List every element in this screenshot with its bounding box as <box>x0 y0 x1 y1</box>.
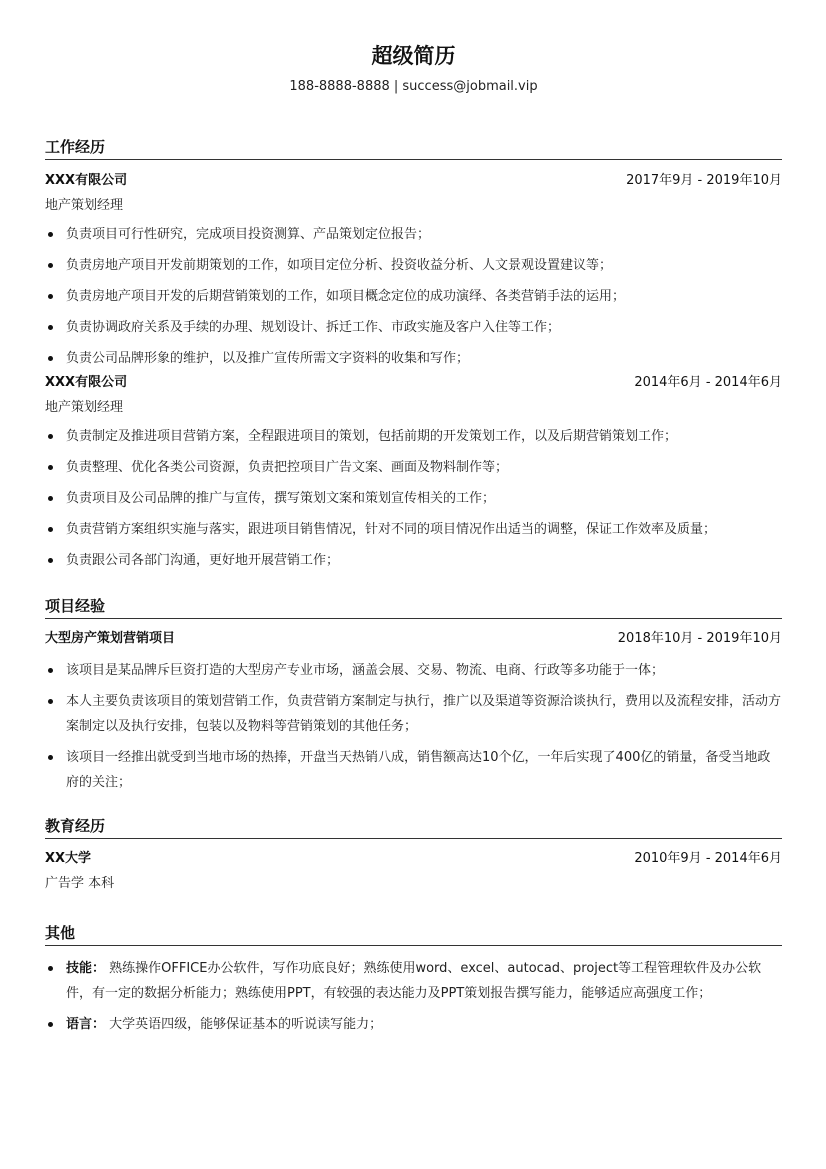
other-section <box>45 920 782 1037</box>
project-entry <box>45 628 782 795</box>
work-entry <box>45 372 782 573</box>
bullet-item: 负责制定及推进项目营销方案，全程跟进项目的策划，包括前期的开发策划工作，以及后期营销策划工作； <box>45 424 782 449</box>
bullet-item: 负责协调政府关系及手续的办理、规划设计、拆迁工作、市政实施及客户入住等工作； <box>45 315 782 340</box>
contact-line: 188-8888-8888 | success@jobmail.vip <box>289 79 538 94</box>
bullet-item: 该项目一经推出就受到当地市场的热捧，开盘当天热销八成，销售额高达10个亿，一年后实现了400亿的销量，备受当地政府的关注； <box>45 745 782 795</box>
bullet-item: 负责房地产项目开发的后期营销策划的工作，如项目概念定位的成功演绎、各类营销手法的运用； <box>45 284 782 309</box>
bullet-item: 负责公司品牌形象的维护，以及推广宣传所需文字资料的收集和写作； <box>45 346 782 371</box>
bullet-item: 负责整理、优化各类公司资源，负责把控项目广告文案、画面及物料制作等； <box>45 455 782 480</box>
work-date: 2014年6月 - 2014年6月 <box>634 375 782 390</box>
company-name: XXX有限公司 <box>45 375 128 390</box>
project-date: 2018年10月 - 2019年10月 <box>617 631 782 646</box>
education-entry-header <box>45 848 782 870</box>
work-entry-header <box>45 170 782 192</box>
work-entry <box>45 170 782 371</box>
school-name: XX大学 <box>45 851 92 866</box>
project-section <box>45 593 782 795</box>
other-section-title: 其他 <box>45 920 782 946</box>
work-section-title: 工作经历 <box>45 134 782 160</box>
bullet-item: 该项目是某品牌斥巨资打造的大型房产专业市场，涵盖会展、交易、物流、电商、行政等多功能于一体； <box>45 658 782 683</box>
company-name: XXX有限公司 <box>45 173 128 188</box>
language-item <box>45 1012 782 1037</box>
work-entry-header <box>45 372 782 394</box>
project-name: 大型房产策划营销项目 <box>45 631 176 646</box>
language-text: 大学英语四级，能够保证基本的听说读写能力； <box>109 1017 383 1032</box>
bullet-item: 本人主要负责该项目的策划营销工作，负责营销方案制定与执行，推广以及渠道等资源洽谈执行，费用以及流程安排，活动方案制定以及执行安排，包装以及物料等营销策划的其他任务； <box>45 689 782 739</box>
work-bullets <box>45 222 782 371</box>
job-role: 地产策划经理 <box>45 400 124 415</box>
bullet-item: 负责房地产项目开发前期策划的工作，如项目定位分析、投资收益分析、人文景观设置建议等； <box>45 253 782 278</box>
bullet-item: 负责跟公司各部门沟通，更好地开展营销工作； <box>45 548 782 573</box>
resume-page <box>45 0 782 1043</box>
project-entry-header <box>45 628 782 650</box>
bullet-item: 负责项目及公司品牌的推广与宣传，撰写策划文案和策划宣传相关的工作； <box>45 486 782 511</box>
project-bullets <box>45 658 782 795</box>
major-degree: 广告学 本科 <box>45 876 115 891</box>
bullet-item: 负责项目可行性研究，完成项目投资测算、产品策划定位报告； <box>45 222 782 247</box>
project-section-title: 项目经验 <box>45 593 782 619</box>
education-section <box>45 813 782 894</box>
other-bullets <box>45 956 782 1037</box>
work-section <box>45 134 782 573</box>
language-label: 语言： <box>66 1017 106 1032</box>
job-role: 地产策划经理 <box>45 198 124 213</box>
skills-text: 熟练操作OFFICE办公软件，写作功底良好；熟练使用word、excel、autocad、project等工程管理软件及办公软件，有一定的数据分析能力；熟练使用PPT，有较强的表达能力及PPT策划报告撰写能力，能够适应高强度工作； <box>66 961 762 1001</box>
skills-item <box>45 956 782 1006</box>
work-date: 2017年9月 - 2019年10月 <box>626 173 782 188</box>
education-date: 2010年9月 - 2014年6月 <box>634 851 782 866</box>
bullet-item: 负责营销方案组织实施与落实，跟进项目销售情况，针对不同的项目情况作出适当的调整，保证工作效率及质量； <box>45 517 782 542</box>
education-section-title: 教育经历 <box>45 813 782 839</box>
skills-label: 技能： <box>66 961 106 976</box>
work-bullets <box>45 424 782 573</box>
resume-name: 超级简历 <box>371 44 456 68</box>
